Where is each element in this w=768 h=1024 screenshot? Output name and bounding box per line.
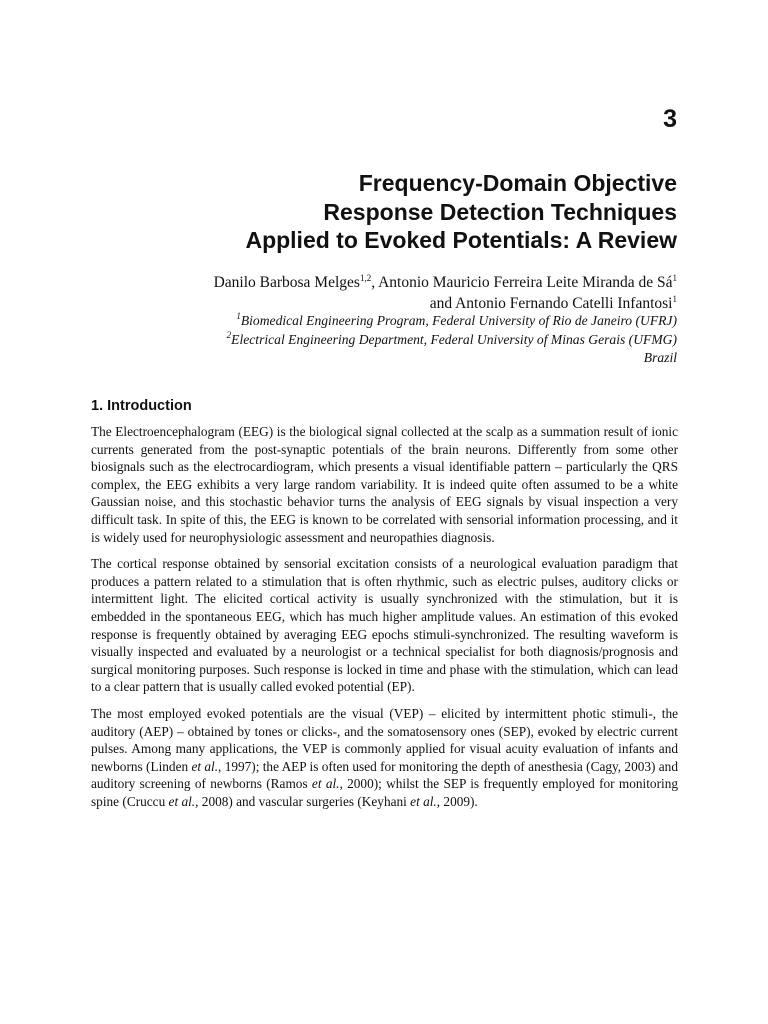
affiliation-country: Brazil — [643, 350, 677, 365]
author-affiliation-mark: 1 — [672, 273, 677, 283]
paragraph: The Electroencephalogram (EEG) is the biological signal collected at the scalp as a summation result of ionic currents generated from the post-synaptic potentials of the brain neurons. Differently from some other biosignals such as the electrocardiogram, which presents a visual identifiable pattern – particularly the QRS complex, the EEG exhibits a very large random variability. It is indeed quite often assumed to be a white Gaussian noise, and this stochastic behavior turns the analysis of EEG signals by visual inspection a very difficult task. In spite of this, the EEG is known to be correlated with sensorial information processing, and it is widely used for neurophysiologic assessment and neuropathies diagnosis. — [91, 424, 678, 545]
affiliation-text: Biomedical Engineering Program, Federal University of Rio de Janeiro (UFRJ) — [240, 313, 677, 328]
citation-et-al: et al. — [410, 793, 437, 809]
author-affiliation-mark: 1 — [672, 294, 677, 304]
affiliation-line — [37, 331, 677, 350]
author-name: Antonio Mauricio Ferreira Leite Miranda de Sá — [378, 274, 673, 291]
paragraph: The cortical response obtained by sensorial excitation consists of a neurological evaluation paradigm that produces a pattern related to a stimulation that is often rhythmic, such as electric pulses, auditory clicks or intermittent light. The elicited cortical activity is usually synchronized with the stimulation, but it is embedded in the spontaneous EEG, which has much higher amplitude values. An estimation of this evoked response is frequently obtained by averaging EEG epochs stimuli-synchronized. The resulting waveform is visually inspected and evaluated by a neurologist or a technical specialist for both diagnosis/prognosis and surgical monitoring purposes. Such response is locked in time and phase with the stimulation, which can lead to a clear pattern that is usually called evoked potential (EP). — [91, 556, 678, 695]
paragraph — [91, 705, 678, 811]
chapter-number: 3 — [663, 105, 677, 133]
author-line — [37, 272, 677, 293]
affiliation-line — [37, 312, 677, 331]
citation-et-al: et al. — [191, 758, 219, 774]
affiliation-mark: 1 — [236, 311, 241, 321]
author-line — [37, 293, 677, 314]
author-list — [37, 272, 677, 314]
author-affiliation-mark: 1,2 — [359, 273, 372, 283]
body-text — [91, 423, 678, 819]
author-separator: , — [371, 274, 379, 291]
paragraph-text: , 2000); whilst the SEP is frequently employed for monitoring spine (Cruccu — [91, 776, 678, 809]
paragraph-text: The most employed evoked potentials are the visual (VEP) – elicited by intermittent photic stimuli-, the auditory (AEP) – obtained by tones or clicks-, and the somatosensory ones (SEP), evoked by electric current pulses. Among many applications, the VEP is commonly applied for visual acuity evaluation of infants and newborns (Linden — [91, 705, 678, 774]
chapter-title — [77, 169, 677, 255]
affiliation-mark: 2 — [226, 329, 232, 340]
affiliation-text: Electrical Engineering Department, Federal University of Minas Gerais (UFMG) — [231, 331, 677, 347]
affiliation-list — [37, 312, 677, 368]
title-line: Frequency-Domain Objective — [358, 170, 677, 196]
title-line: Applied to Evoked Potentials: A Review — [245, 227, 677, 253]
author-conjunction: and — [429, 295, 456, 312]
citation-et-al: et al. — [168, 793, 196, 809]
author-name: Danilo Barbosa Melges — [213, 274, 360, 291]
author-name: Antonio Fernando Catelli Infantosi — [455, 295, 673, 312]
paragraph-text: , 1997); the AEP is often used for monitoring the depth of anesthesia (Cagy, 2003) and auditory screening of newborns (Ramos — [91, 758, 678, 792]
citation-et-al: et al. — [311, 776, 340, 792]
paragraph-text: , 2009). — [436, 793, 478, 809]
title-line: Response Detection Techniques — [323, 198, 677, 225]
section-heading: 1. Introduction — [91, 398, 192, 414]
paragraph-text: , 2008) and vascular surgeries (Keyhani — [195, 793, 411, 809]
